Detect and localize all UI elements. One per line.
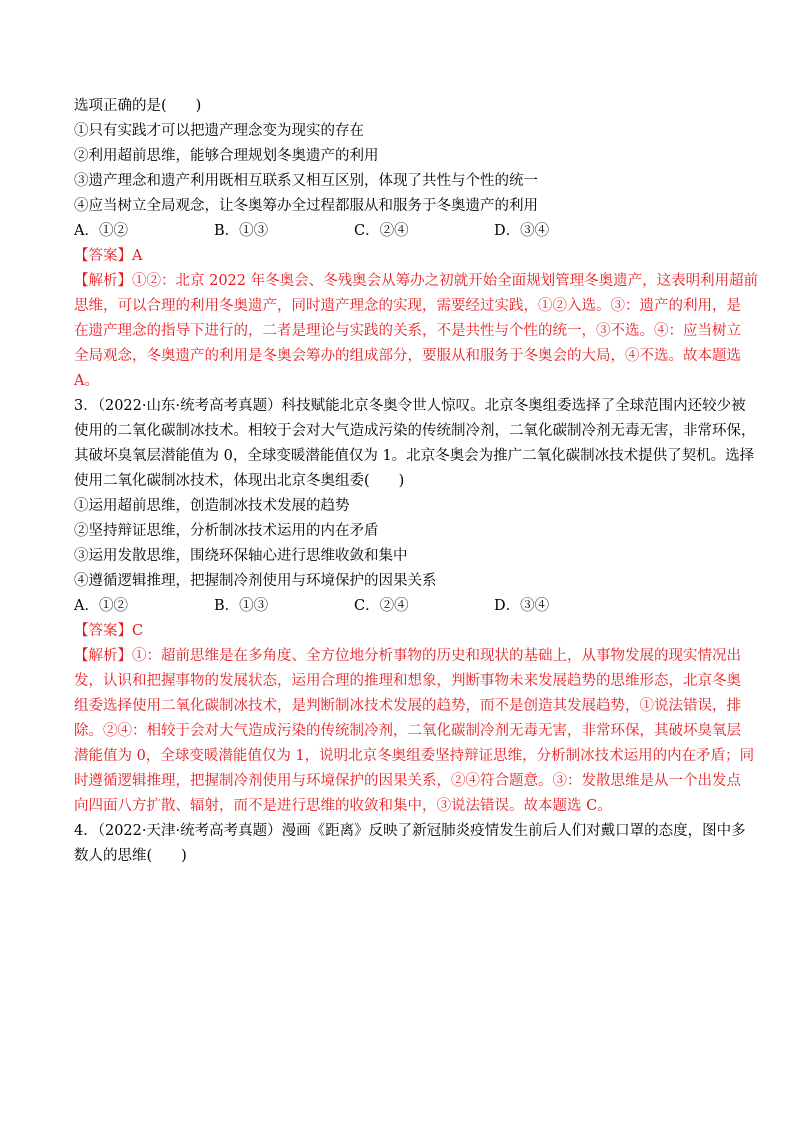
q3-analysis-line-7: 向四面八方扩散、辐射，而不是进行思维的收敛和集中，③说法错误。故本题选 C。 [74,798,612,814]
q3-answer: 【答案】C [74,623,144,639]
q2-option-c: C．②④ [354,223,409,239]
q2-analysis-line-5: A。 [74,373,99,389]
q3-analysis-line-3: 组委选择使用二氧化碳制冰技术，是判断制冰技术发展的趋势，而不是创造其发展趋势，①说法错误，排 [74,698,741,714]
q2-item-3: ③遗产理念和遗产利用既相互联系又相互区别，体现了共性与个性的统一 [74,173,538,189]
q3-analysis-line-4: 除。②④：相较于会对大气造成污染的传统制冷剂，二氧化碳制冷剂无毒无害，非常环保，其破坏臭氧层 [74,723,741,739]
q3-stem-line-3: 其破坏臭氧层潜能值为 0，全球变暖潜能值仅为 1。北京冬奥会为推广二氧化碳制冰技术提供了契机。选择 [74,448,755,464]
q2-option-d: D．③④ [494,223,550,239]
q3-analysis-line-2: 发，认识和把握事物的发展状态，运用合理的推理和想象，判断事物未来发展趋势的思维形态，北京冬奥 [74,673,741,689]
q3-analysis-line-1: 【解析】①：超前思维是在多角度、全方位地分析事物的历史和现状的基础上，从事物发展的现实情况出 [74,648,741,664]
q2-analysis-line-1: 【解析】①②：北京 2022 年冬奥会、冬残奥会从筹办之初就开始全面规划管理冬奥遗产，这表明利用超前 [74,273,759,289]
q2-analysis-line-3: 在遗产理念的指导下进行的，二者是理论与实践的关系，不是共性与个性的统一，③不选。④：应当树立 [74,323,741,339]
q2-answer: 【答案】A [74,248,143,264]
q3-analysis-line-5: 潜能值为 0，全球变暖潜能值仅为 1，说明北京冬奥组委坚持辩证思维，分析制冰技术运用的内在矛盾；同 [74,748,755,764]
q4-stem-line-2: 数人的思维( ) [74,848,187,864]
q2-option-a: A．①② [74,223,128,239]
q3-option-a: A．①② [74,598,128,614]
q2-item-1: ①只有实践才可以把遗产理念变为现实的存在 [74,123,364,139]
q3-option-b: B．①③ [214,598,269,614]
q2-analysis-line-2: 思维，可以合理的利用冬奥遗产，同时遗产理念的实现，需要经过实践，①②入选。③：遗产的利用，是 [74,298,741,314]
q3-item-2: ②坚持辩证思维，分析制冰技术运用的内在矛盾 [74,523,379,539]
q3-option-d: D．③④ [494,598,550,614]
q2-item-4: ④应当树立全局观念，让冬奥筹办全过程都服从和服务于冬奥遗产的利用 [74,198,538,214]
q2-item-2: ②利用超前思维，能够合理规划冬奥遗产的利用 [74,148,379,164]
q2-analysis-line-4: 全局观念，冬奥遗产的利用是冬奥会筹办的组成部分，要服从和服务于冬奥会的大局，④不选。故本题选 [74,348,741,364]
q3-analysis-line-6: 时遵循逻辑推理，把握制冷剂使用与环境保护的因果关系，②④符合题意。③：发散思维是从一个出发点 [74,773,741,789]
q4-stem-line-1: 4．（2022·天津·统考高考真题）漫画《距离》反映了新冠肺炎疫情发生前后人们对戴口罩的态度，图中多 [74,823,746,839]
q3-stem-line-4: 使用二氧化碳制冰技术，体现出北京冬奥组委( ) [74,473,405,489]
q3-option-c: C．②④ [354,598,409,614]
q3-item-4: ④遵循逻辑推理，把握制冷剂使用与环境保护的因果关系 [74,573,437,589]
q3-item-1: ①运用超前思维，创造制冰技术发展的趋势 [74,498,350,514]
q2-option-b: B．①③ [214,223,269,239]
q3-stem-line-1: 3．（2022·山东·统考高考真题）科技赋能北京冬奥令世人惊叹。北京冬奥组委选择了全球范围内还较少被 [74,398,746,414]
q2-stem-tail: 选项正确的是( ) [74,98,202,114]
q3-item-3: ③运用发散思维，围绕环保轴心进行思维收敛和集中 [74,548,408,564]
q3-stem-line-2: 使用的二氧化碳制冰技术。相较于会对大气造成污染的传统制冷剂，二氧化碳制冷剂无毒无害，非常环保， [74,423,756,439]
